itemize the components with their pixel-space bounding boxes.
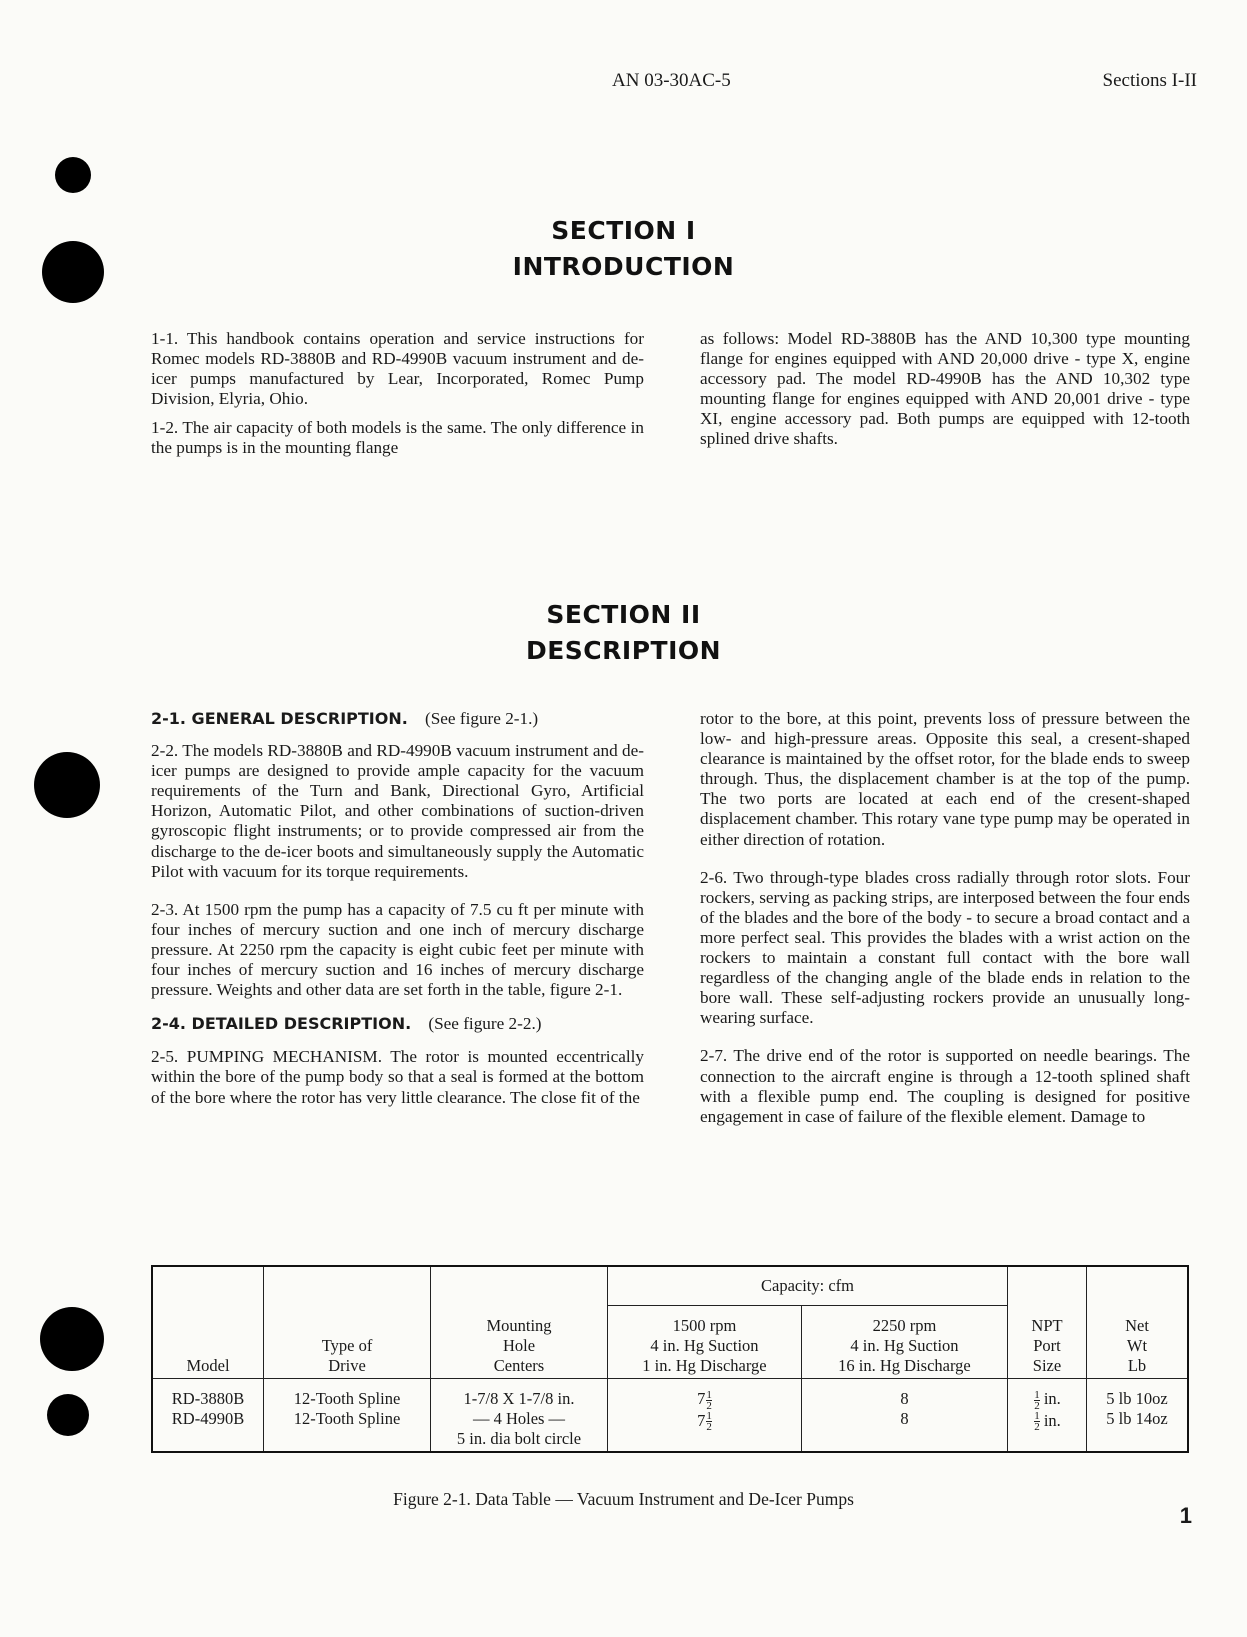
figure-caption: Figure 2-1. Data Table — Vacuum Instrument and De-Icer Pumps: [393, 1489, 854, 1509]
paragraph-2-3: 2-3. At 1500 rpm the pump has a capacity of 7.5 cu ft per minute with four inches of mercury suction and one inch of mercury discharge pressure. At 2250 rpm the capacity is eight cubic feet per minute with four inches of mercury suction and 16 inches of mercury discharge pressure. Weights and other data are set forth in the table, figure 2-1.: [151, 899, 644, 1000]
weight-cell: 5 lb 10oz 5 lb 14oz: [1087, 1379, 1189, 1453]
npt-cell: $\frac{1}{2}$ in. $\frac{1}{2}$ in.: [1008, 1379, 1087, 1453]
page-number: 1: [1179, 1503, 1192, 1528]
section-2-left-column: [151, 709, 644, 1117]
paragraph-2-6: 2-6. Two through-type blades cross radially through rotor slots. Four rockers, serving as packing strips, are interposed between the four ends of the blades and the bore of the body - to secure a broad contact and a more perfect seal. This provides the blades with a wrist action on the rockers to maintain a constant full contact with the bore wall regardless of the changing angle of the blade ends in relation to the bore wall. These self-adjusting rockers provide an unusually long-wearing surface.: [700, 867, 1190, 1028]
document-number: AN 03-30AC-5: [612, 70, 731, 91]
capacity-2250-cell: 8 8: [801, 1379, 1007, 1453]
binder-hole: [55, 157, 91, 193]
header-capacity: Capacity: cfm: [608, 1266, 1008, 1306]
section-1-right-column: [700, 329, 1190, 459]
general-description-heading: 2-1. GENERAL DESCRIPTION.: [151, 709, 408, 728]
binder-hole: [40, 1307, 104, 1371]
model-cell: RD-3880B RD-4990B: [152, 1379, 264, 1453]
section-1-title: INTRODUCTION: [512, 252, 735, 281]
section-2-right-column: [700, 709, 1190, 1136]
binder-hole: [47, 1394, 89, 1436]
paragraph-1-2: 1-2. The air capacity of both models is the same. The only difference in the pumps is in the mounting flange: [151, 418, 644, 458]
header-capacity-1500: 1500 rpm 4 in. Hg Suction 1 in. Hg Discharge: [608, 1306, 802, 1379]
header-mounting: Mounting Hole Centers: [431, 1266, 608, 1379]
header-npt: NPT Port Size: [1008, 1266, 1087, 1379]
paragraph-2-7: 2-7. The drive end of the rotor is supported on needle bearings. The connection to the aircraft engine is through a 12-tooth splined shaft with a flexible pump end. The coupling is designed for positive engagement in case of failure of the flexible element. Damage to: [700, 1046, 1190, 1126]
capacity-1500-cell: 7 $\frac{1}{2}$ 7 $\frac{1}{2}$: [608, 1379, 802, 1453]
mounting-cell: 1-7/8 X 1-7/8 in. — 4 Holes — 5 in. dia bolt circle: [431, 1379, 608, 1453]
section-range: Sections I-II: [1102, 70, 1197, 91]
header-capacity-2250: 2250 rpm 4 in. Hg Suction 16 in. Hg Discharge: [801, 1306, 1007, 1379]
paragraph-1-2-continued: as follows: Model RD-3880B has the AND 10,300 type mounting flange for engines equipped with AND 20,000 drive - type X, engine accessory pad. The model RD-4990B has the AND 10,302 type mounting flange for engines equipped with AND 20,001 drive - type XI, engine accessory pad. Both pumps are equipped with 12-tooth splined drive shafts.: [700, 329, 1190, 449]
detailed-description-reference: (See figure 2-2.): [428, 1014, 542, 1034]
section-1-number: SECTION I: [551, 216, 696, 245]
table-row: [152, 1379, 1188, 1453]
drive-cell: 12-Tooth Spline 12-Tooth Spline: [264, 1379, 431, 1453]
section-1-left-column: [151, 329, 644, 468]
paragraph-1-1: 1-1. This handbook contains operation and service instructions for Romec models RD-3880B and RD-4990B vacuum instrument and de-icer pumps manufactured by Lear, Incorporated, Romec Pump Division, Elyria, Ohio.: [151, 329, 644, 409]
header-weight: Net Wt Lb: [1087, 1266, 1189, 1379]
paragraph-2-2: 2-2. The models RD-3880B and RD-4990B vacuum instrument and de-icer pumps are designed to provide ample capacity for the vacuum requirements of the Turn and Bank, Directional Gyro, Artificial Horizon, Automatic Pilot, and other combinations of suction-driven gyroscopic flight instruments; or to provide compressed air from the discharge to the de-icer boots and simultaneously supply the Automatic Pilot with vacuum for its torque requirements.: [151, 741, 644, 881]
section-2-title: DESCRIPTION: [525, 636, 722, 665]
general-description-reference: (See figure 2-1.): [425, 709, 539, 728]
section-2-number: SECTION II: [546, 600, 701, 629]
binder-hole: [34, 752, 100, 818]
pump-data-table: [151, 1265, 1189, 1453]
detailed-description-heading: 2-4. DETAILED DESCRIPTION.: [151, 1014, 412, 1034]
header-model: Model: [152, 1266, 264, 1379]
paragraph-2-5: 2-5. PUMPING MECHANISM. The rotor is mounted eccentrically within the bore of the pump body so that a seal is formed at the bottom of the bore where the rotor has very little clearance. The close fit of the: [151, 1047, 644, 1107]
paragraph-2-5-continued: rotor to the bore, at this point, prevents loss of pressure between the low- and high-pressure areas. Opposite this seal, a cresent-shaped clearance is maintained by the offset rotor, for the blade ends to sweep through. Thus, the displacement chamber is at the top of the pump. The two ports are located at each end of the cresent-shaped displacement chamber. This rotary vane type pump may be operated in either direction of rotation.: [700, 709, 1190, 849]
header-drive: Type of Drive: [264, 1266, 431, 1379]
